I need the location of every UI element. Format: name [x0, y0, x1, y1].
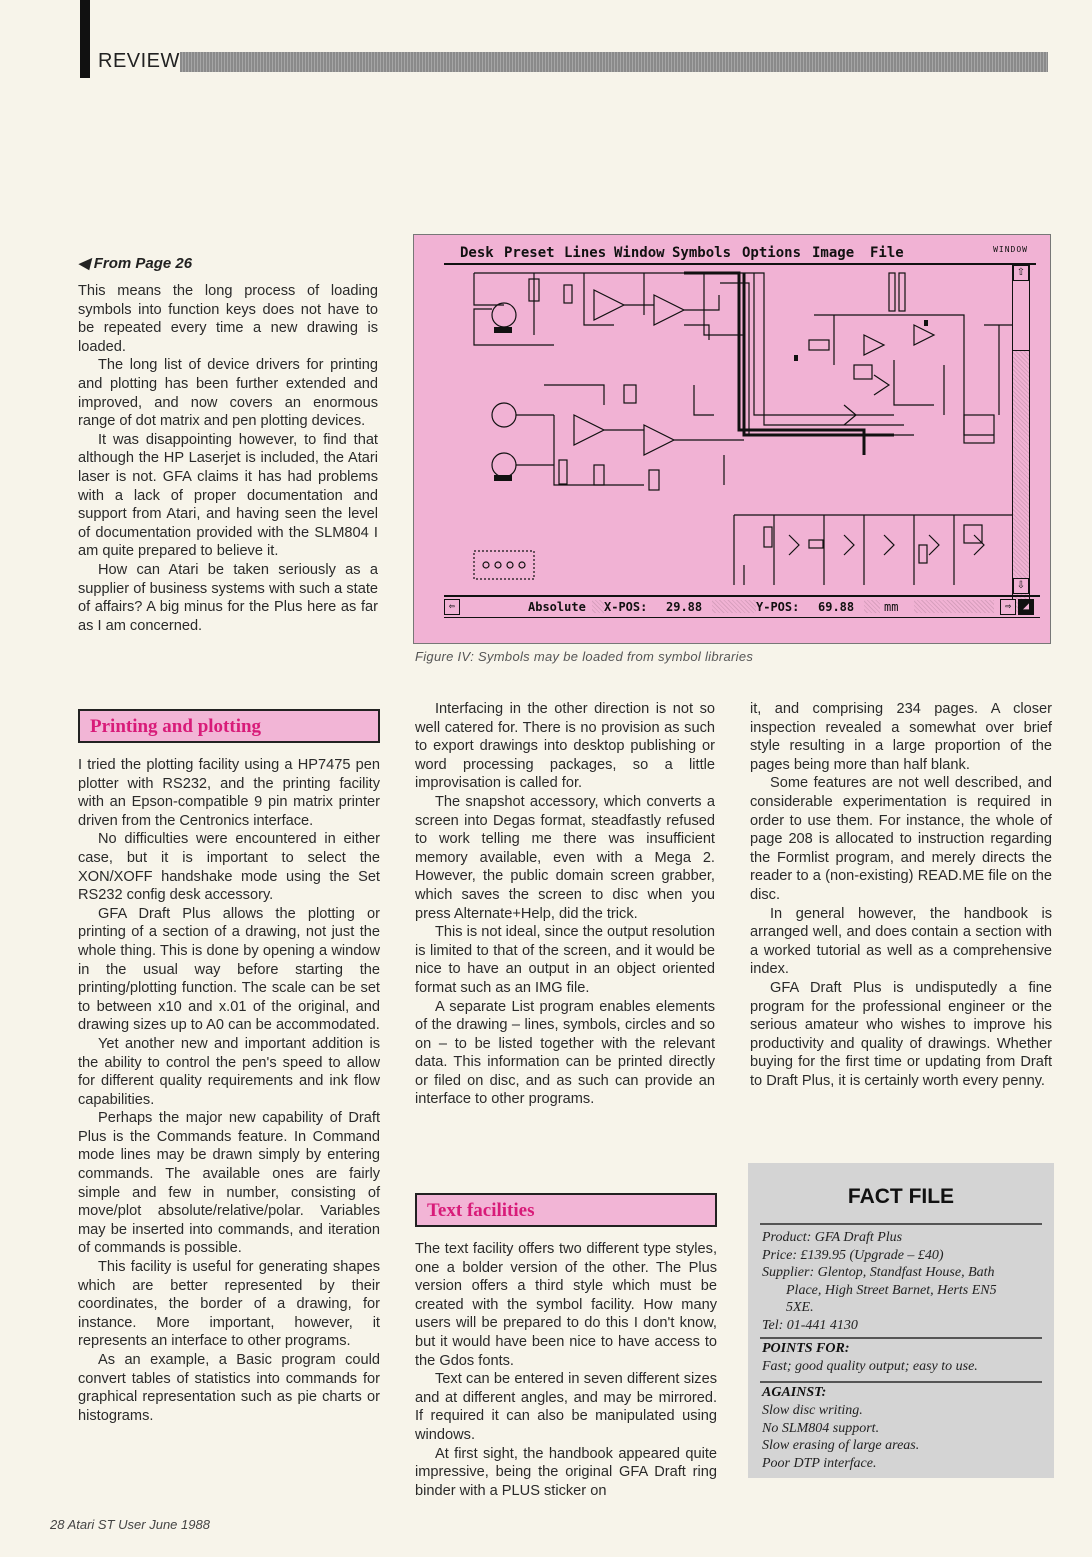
- against-item: Slow disc writing.: [762, 1403, 863, 1418]
- scroll-up-icon[interactable]: ⇧: [1013, 265, 1029, 281]
- column-3: [750, 700, 1052, 1090]
- paragraph: Interfacing in the other direction is not so well catered for. There is no provision as such to export drawings into desktop publishing or word processing packages, so a little improvisation is called for.: [415, 701, 715, 792]
- paragraph: As an example, a Basic program could convert tables of statistics into commands for graphical representation such as pie charts or histograms.: [78, 1352, 380, 1424]
- product: Product: GFA Draft Plus: [762, 1230, 903, 1245]
- column-1: [78, 756, 380, 1425]
- status-bar: [444, 595, 1040, 618]
- telephone: Tel: 01-441 4130: [762, 1317, 858, 1333]
- supplier-line: Place, High Street Barnet, Herts EN5: [786, 1282, 997, 1298]
- points-for-label: POINTS FOR:: [762, 1341, 850, 1356]
- resize-icon[interactable]: ◢: [1018, 599, 1034, 615]
- divider: [760, 1337, 1042, 1339]
- status-fill: [592, 600, 604, 613]
- fact-file-title: FACT FILE: [847, 1185, 955, 1208]
- section-label: REVIEW: [98, 50, 180, 72]
- divider: [760, 1381, 1042, 1383]
- menu-options: Options: [742, 245, 802, 261]
- section-heading-box: [78, 709, 380, 743]
- against-item: Poor DTP interface.: [762, 1455, 877, 1471]
- scroll-right-icon[interactable]: ⇨: [1000, 599, 1016, 615]
- intro-column: [78, 282, 378, 635]
- vertical-scrollbar[interactable]: [1012, 265, 1030, 615]
- paragraph: This facility is useful for generating shapes which are better represented by their coordinates, the border of a drawing, for instance. More important, however, it represents an interface to other programs.: [78, 1259, 380, 1350]
- circuit-schematic: [444, 265, 1012, 585]
- menu-file: File: [870, 245, 904, 261]
- price: Price: £139.95 (Upgrade – £40): [762, 1247, 944, 1263]
- divider: [760, 1223, 1042, 1225]
- paragraph: It was disappointing however, to find that although the HP Laserjet is included, the Atari laser is not. GFA claims it has had problems with a lack of proper documentation and support from Atari, and having seen the level of documentation provided with the SLM804 I am quite prepared to believe it.: [78, 431, 378, 560]
- paragraph: The snapshot accessory, which converts a screen into Degas format, steadfastly refused to work telling me there was insufficient memory available, even with a Mega 2. However, the public domain screen grabber, which saves the screen to disc when you press Alternate+Help, did the trick.: [415, 793, 715, 922]
- scroll-thumb[interactable]: [1013, 279, 1029, 351]
- paragraph: Some features are not well described, and considerable experimentation is required in order to use them. For instance, the whole of page 208 is allocated to instruction regarding the Formlist program, and merely directs the reader to a (non-existing) READ.ME file on the disc.: [750, 775, 1052, 903]
- fact-file-box: [748, 1163, 1054, 1478]
- paragraph: At first sight, the handbook appeared quite impressive, being the original GFA Draft ring binder with a PLUS sticker on: [415, 1445, 717, 1499]
- against-label: AGAINST:: [762, 1385, 827, 1400]
- supplier-line: Supplier: Glentop, Standfast House, Bath: [762, 1265, 995, 1280]
- header-strip: [180, 52, 1048, 72]
- paragraph: The text facility offers two different type styles, one a bolder version of the other. The Plus version offers a third style which must be created with the symbol facility. How many users will be prepared to do this I don't know, but it would have been nice to have access to the Gdos fonts.: [415, 1241, 717, 1369]
- section-heading-box: [415, 1193, 717, 1227]
- section-heading: Printing and plotting: [90, 716, 262, 737]
- against-item: No SLM804 support.: [762, 1420, 880, 1436]
- paragraph: A separate List program enables elements of the drawing – lines, symbols, circles and so on – to be listed together with the relevant data. This information can be printed directly or filed on disc, and as such can provide an interface to other programs.: [415, 998, 715, 1108]
- fact-file-details: [762, 1229, 1042, 1334]
- menu-lines: Lines: [564, 245, 607, 261]
- paragraph: Yet another new and important addition is the ability to control the pen's speed to allow for different quality requirements and ink flow capabilities.: [78, 1035, 380, 1108]
- paragraph: GFA Draft Plus allows the plotting or printing of a section of a drawing, not just the whole thing. This is done by opening a window in the usual way before starting the printing/plotting function. The scale can be set to between x10 and x.01 of the original, and drawing sizes up to A0 can be accommodated.: [78, 905, 380, 1034]
- menu-desk: Desk: [460, 245, 494, 261]
- against-list: [762, 1402, 1042, 1472]
- points-for: Fast; good quality output; easy to use.: [762, 1359, 978, 1374]
- status-fill: [712, 600, 756, 613]
- paragraph: This is not ideal, since the output resolution is limited to that of the screen, and it would be nice to have an output in an object oriented format such as an IMG file.: [415, 924, 715, 996]
- status-fill: [864, 600, 880, 613]
- menu-preset: Preset: [504, 245, 555, 261]
- paragraph: GFA Draft Plus is undisputedly a fine program for the professional engineer or the serious amateur who wishes to improve his productivity and quality of drawings. Whether buying for the first time or updating from Draft to Draft Plus, it is certainly worth every penny.: [750, 979, 1052, 1089]
- menu-image: Image: [812, 245, 855, 261]
- paragraph: Perhaps the major new capability of Draft Plus is the Commands feature. In Command mode lines may be drawn simply by entering commands. The available ones are fairly simple and few in number, consisting of move/plot absolute/relative/polar. Variables may be inserted into commands, and iteration of commands is possible.: [78, 1110, 380, 1257]
- menu-symbols: Symbols: [672, 245, 732, 261]
- status-ylabel: Y-POS:: [756, 600, 800, 614]
- paragraph: In general however, the handbook is arranged well, and does contain a section with a worked tutorial as well as a comprehensive index.: [750, 905, 1052, 978]
- section-heading: Text facilities: [427, 1200, 535, 1221]
- column-2-lower: [415, 1240, 717, 1500]
- paragraph: No difficulties were encountered in either case, but it is important to select the XON/XOFF handshake mode using the Set RS232 config desk accessory.: [78, 831, 380, 904]
- window-title: WINDOW: [993, 245, 1028, 254]
- paragraph: This means the long process of loading symbols into function keys does not have to be repeated every time a new drawing is loaded.: [78, 283, 378, 355]
- status-fill: [914, 600, 994, 613]
- status-yvalue: 69.88: [818, 600, 855, 614]
- status-unit: mm: [884, 600, 899, 614]
- figure-caption: Figure IV: Symbols may be loaded from symbol libraries: [415, 649, 754, 664]
- menu-window: Window: [614, 245, 665, 261]
- paragraph: How can Atari be taken seriously as a supplier of business systems with such a state of affairs? A big minus for the Plus here as far as I am concerned.: [78, 561, 378, 634]
- figure-screenshot: [413, 234, 1051, 644]
- paragraph: Text can be entered in seven different sizes and at different angles, and may be mirrored. If required it can also be manipulated using windows.: [415, 1371, 717, 1443]
- column-2: [415, 700, 715, 1109]
- paragraph: The long list of device drivers for printing and plotting has been further extended and improved, and now covers an enormous range of dot matrix and pen plotting devices.: [78, 357, 378, 430]
- status-mode: Absolute: [528, 600, 586, 614]
- paragraph: I tried the plotting facility using a HP7475 pen plotter with RS232, and the printing facility with an Epson-compatible 9 pin matrix printer driven from the Centronics interface.: [78, 757, 380, 829]
- scroll-down-icon[interactable]: ⇩: [1013, 578, 1029, 594]
- status-xvalue: 29.88: [666, 600, 703, 614]
- supplier-line: 5XE.: [786, 1300, 814, 1315]
- paragraph: it, and comprising 234 pages. A closer inspection revealed a somewhat over brief style resulting in a large proportion of the pages being more than half blank.: [750, 701, 1052, 773]
- header-bar: [80, 0, 90, 78]
- continued-from: ◀ From Page 26: [78, 255, 193, 272]
- scroll-left-icon[interactable]: ⇦: [444, 599, 460, 615]
- page-footer: 28 Atari ST User June 1988: [50, 1517, 210, 1532]
- menu-bar: [444, 243, 1036, 265]
- against-item: Slow erasing of large areas.: [762, 1438, 920, 1453]
- status-xlabel: X-POS:: [604, 600, 648, 614]
